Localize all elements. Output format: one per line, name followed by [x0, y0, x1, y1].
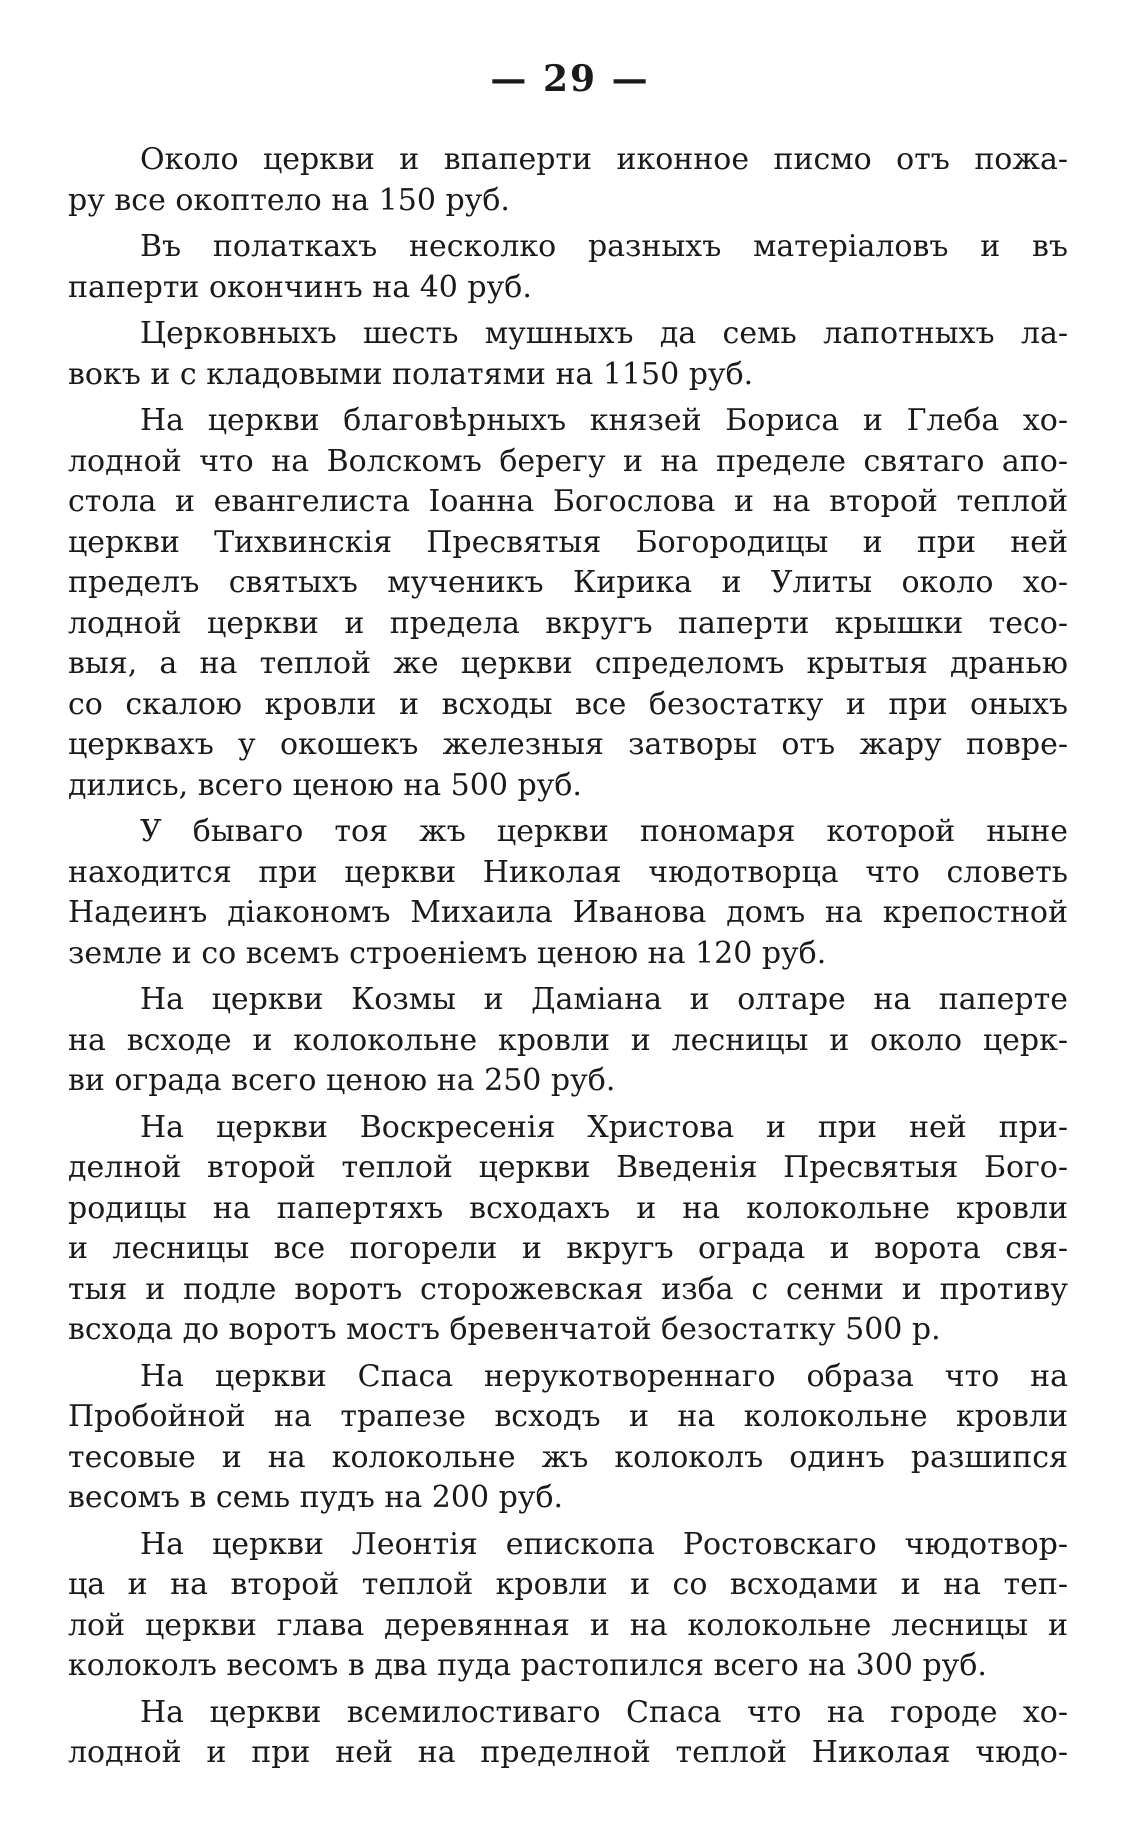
- text-line: выя, а на теплой же церкви спределомъ крытыя дранью: [68, 646, 1068, 681]
- text-line: На церкви Воскресенія Христова и при ней при-: [140, 1109, 1068, 1145]
- paragraph: [68, 140, 1068, 221]
- page-number: — 29 —: [490, 58, 650, 100]
- text-line: На церкви всемилостиваго Спаса что на городе хо-: [140, 1694, 1068, 1730]
- text-line: лой церкви глава деревянная и на колокольне лесницы и: [68, 1607, 1068, 1643]
- text-line: земле и со всемъ строеніемъ ценою на 120 руб.: [68, 935, 827, 971]
- text-line: На церкви благовѣрныхъ князей Бориса и Глеба хо-: [140, 403, 1068, 438]
- text-line: весомъ в семь пудъ на 200 руб.: [68, 1480, 564, 1515]
- text-line: Около церкви и впаперти иконное писмо отъ пожа-: [140, 142, 1068, 177]
- text-line: колоколъ весомъ в два пуда растопился всего на 300 руб.: [68, 1648, 987, 1683]
- text-line: делной второй теплой церкви Введенія Пресвятыя Бого-: [68, 1150, 1068, 1185]
- text-line: ви ограда всего ценою на 250 руб.: [68, 1063, 616, 1098]
- text-line: тыя и подле воротъ сторожевская изба с сенми и противу: [68, 1271, 1068, 1307]
- text-line: тесовые и на колокольне жъ колоколъ одинъ разшипся: [68, 1439, 1068, 1475]
- paragraph: [68, 314, 1068, 395]
- paragraph: [68, 980, 1068, 1102]
- text-line: На церкви Козмы и Даміана и олтаре на паперте: [140, 982, 1068, 1017]
- text-line: Въ полаткахъ несколко разныхъ матеріаловъ и въ: [140, 229, 1068, 264]
- text-line: пределъ святыхъ мученикъ Кирика и Улиты около хо-: [68, 565, 1068, 600]
- text-line: У бываго тоя жъ церкви пономаря которой ныне: [140, 814, 1068, 849]
- text-line: паперти окончинъ на 40 руб.: [68, 269, 532, 305]
- text-line: на всходе и колокольне кровли и лесницы и около церк-: [68, 1022, 1068, 1058]
- text-line: ца и на второй теплой кровли и со всходами и на теп-: [68, 1567, 1068, 1602]
- text-line: со скалою кровли и всходы все безостатку и при оныхъ: [68, 686, 1068, 722]
- text-line: Церковныхъ шесть мушныхъ да семь лапотныхъ ла-: [140, 316, 1068, 351]
- text-line: всхода до воротъ мостъ бревенчатой безостатку 500 р.: [68, 1312, 941, 1347]
- paragraph: [68, 1525, 1068, 1687]
- text-line: Пробойной на трапезе всходъ и на колокольне кровли: [68, 1399, 1068, 1434]
- text-line: лодной церкви и предела вкругъ паперти крышки тесо-: [68, 605, 1068, 641]
- text-line: церквахъ у окошекъ железныя затворы отъ жару повре-: [68, 727, 1068, 762]
- text-line: родицы на папертяхъ всходахъ и на колокольне кровли: [68, 1190, 1068, 1226]
- text-line: вокъ и с кладовыми полатями на 1150 руб.: [68, 356, 754, 392]
- text-line: и лесницы все погорели и вкругъ ограда и ворота свя-: [68, 1231, 1068, 1266]
- text-line: На церкви Спаса нерукотвореннаго образа что на: [140, 1358, 1068, 1394]
- text-line: На церкви Леонтія епископа Ростовскаго чюдотвор-: [140, 1526, 1068, 1562]
- paragraph: [68, 1357, 1068, 1519]
- text-line: лодной и при ней на пределной теплой Николая чюдо-: [68, 1735, 1068, 1770]
- text-body: [68, 140, 1068, 1780]
- text-line: дились, всего ценою на 500 руб.: [68, 767, 582, 803]
- text-line: находится при церкви Николая чюдотворца что словеть: [68, 854, 1068, 890]
- text-line: лодной что на Волскомъ берегу и на пределе святаго апо-: [68, 443, 1068, 479]
- text-line: церкви Тихвинскія Пресвятыя Богородицы и при ней: [68, 524, 1068, 560]
- text-line: Надеинъ діакономъ Михаила Иванова домъ на крепостной: [68, 895, 1068, 930]
- text-line: стола и евангелиста Іоанна Богослова и на второй теплой: [68, 484, 1068, 519]
- paragraph: [68, 1693, 1068, 1774]
- paragraph: [68, 812, 1068, 974]
- paragraph: [68, 401, 1068, 806]
- paragraph: [68, 1108, 1068, 1351]
- text-line: ру все окоптело на 150 руб.: [68, 182, 510, 218]
- paragraph: [68, 227, 1068, 308]
